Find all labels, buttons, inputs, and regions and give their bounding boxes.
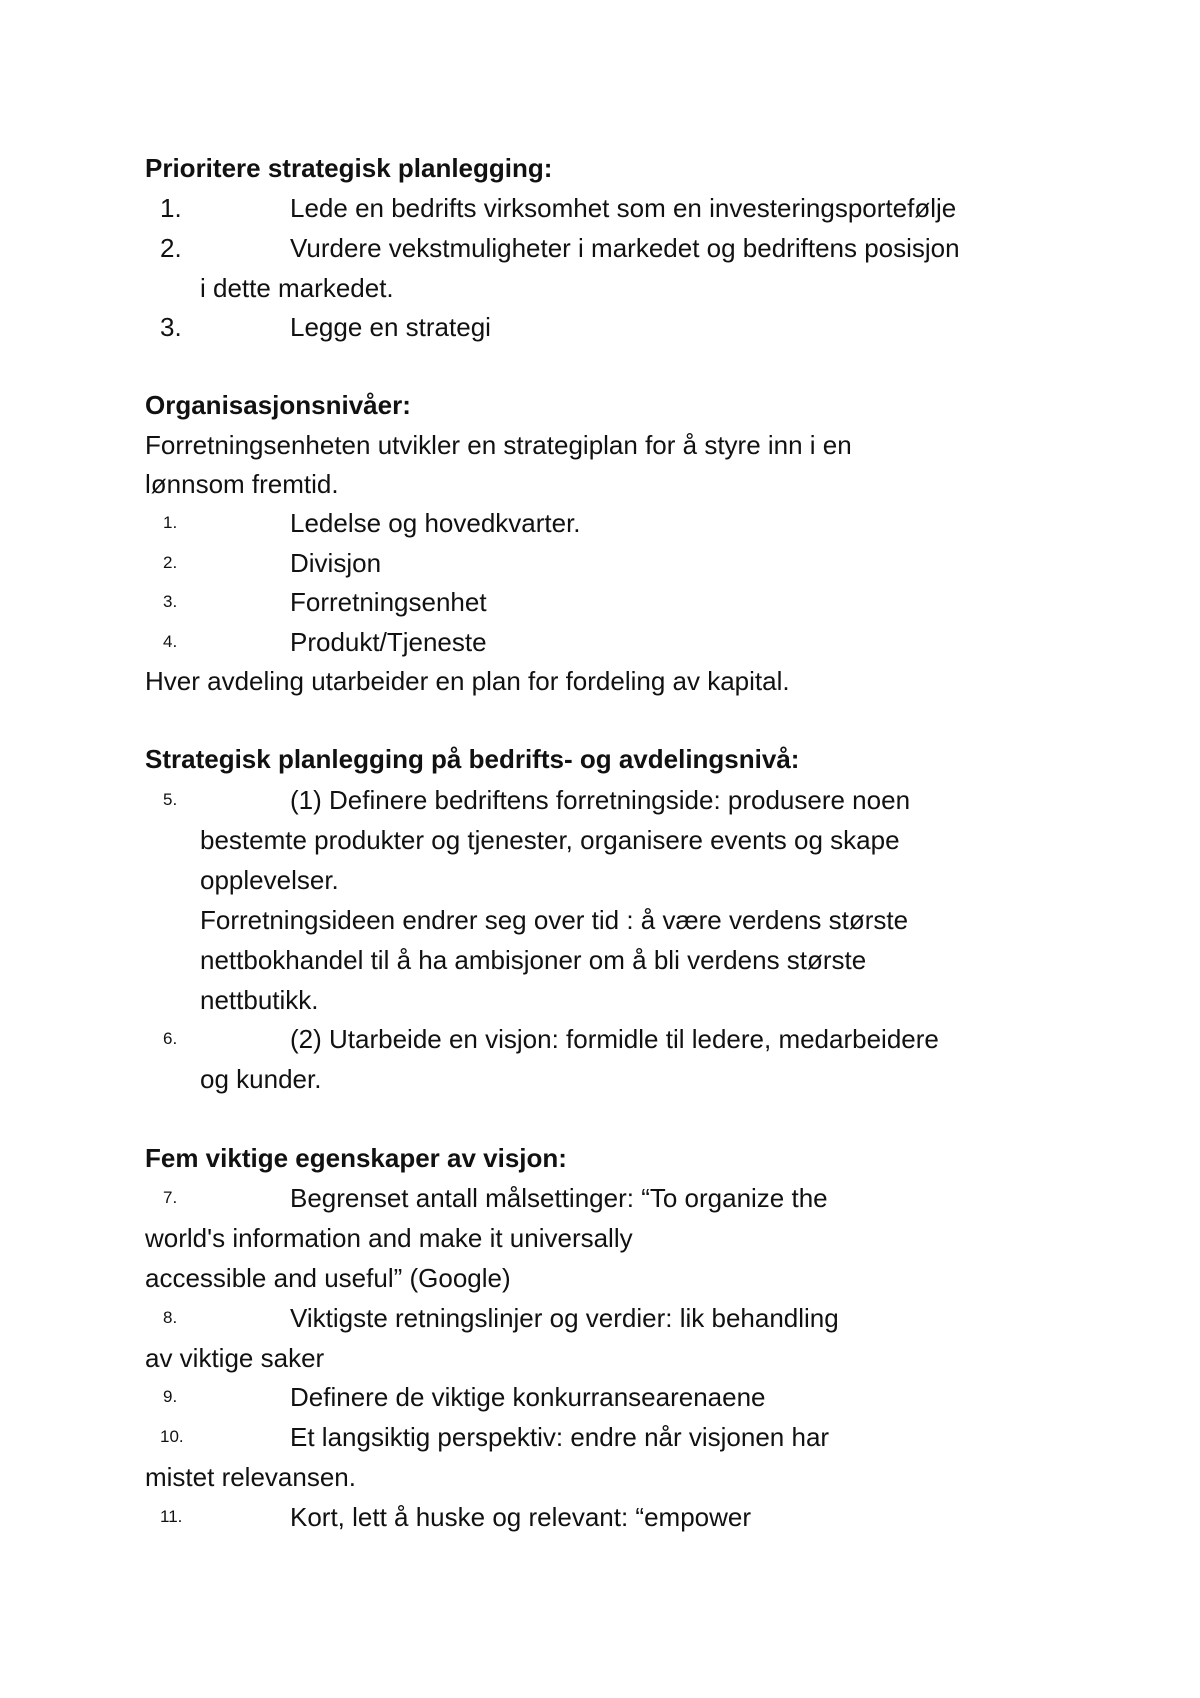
list-number: 11. [160,1507,183,1526]
list-number: 6. [163,1029,178,1048]
list-item-continuation: Forretningsideen endrer seg over tid : å være verdens største [200,905,909,935]
list-item: Legge en strategi [290,312,491,342]
list-number: 10. [160,1427,184,1446]
list-item: Produkt/Tjeneste [290,627,487,657]
list-item: Lede en bedrifts virksomhet som en investeringsportefølje [290,193,957,223]
list-number: 4. [163,632,178,651]
list-number: 2. [163,553,178,572]
list-item: Forretningsenhet [290,587,487,617]
list-number: 9. [163,1387,178,1406]
list-number: 1. [160,193,182,223]
list-number: 1. [163,513,178,532]
paragraph-line: lønnsom fremtid. [145,469,339,499]
list-item: Et langsiktig perspektiv: endre når visjonen har [290,1422,830,1452]
heading-fem-egenskaper: Fem viktige egenskaper av visjon: [145,1143,567,1173]
list-number: 2. [160,233,182,263]
list-item-continuation: mistet relevansen. [145,1462,356,1492]
list-item-continuation: world's information and make it universally [145,1223,633,1253]
heading-organisasjonsnivaer: Organisasjonsnivåer: [145,390,411,420]
list-item-continuation: nettbokhandel til å ha ambisjoner om å bli verdens største [200,945,867,975]
list-item: Definere de viktige konkurransearenaene [290,1382,766,1412]
list-item: Begrenset antall målsettinger: “To organize the [290,1183,828,1213]
list-item-continuation: i dette markedet. [200,273,394,303]
list-item: (1) Definere bedriftens forretningside: produsere noen [290,785,911,815]
list-number: 8. [163,1308,178,1327]
list-number: 7. [163,1188,178,1207]
list-item: Viktigste retningslinjer og verdier: lik behandling [290,1303,839,1333]
list-number: 3. [163,592,178,611]
list-item-continuation: og kunder. [200,1064,322,1094]
heading-prioritere: Prioritere strategisk planlegging: [145,153,553,183]
list-item: Kort, lett å huske og relevant: “empower [290,1502,752,1532]
paragraph-line: Hver avdeling utarbeider en plan for fordeling av kapital. [145,666,790,696]
list-item: Divisjon [290,548,382,578]
list-item-continuation: av viktige saker [145,1343,325,1373]
list-item-continuation: opplevelser. [200,865,339,895]
list-item: (2) Utarbeide en visjon: formidle til ledere, medarbeidere [290,1024,939,1054]
list-number: 3. [160,312,182,342]
list-item-continuation: nettbutikk. [200,985,319,1015]
heading-strategisk-planlegging: Strategisk planlegging på bedrifts- og avdelingsnivå: [145,744,800,774]
list-item: Ledelse og hovedkvarter. [290,508,581,538]
list-number: 5. [163,790,178,809]
list-item: Vurdere vekstmuligheter i markedet og bedriftens posisjon [290,233,960,263]
list-item-continuation: accessible and useful” (Google) [145,1263,511,1293]
list-item-continuation: bestemte produkter og tjenester, organisere events og skape [200,825,900,855]
paragraph-line: Forretningsenheten utvikler en strategiplan for å styre inn i en [145,430,852,460]
